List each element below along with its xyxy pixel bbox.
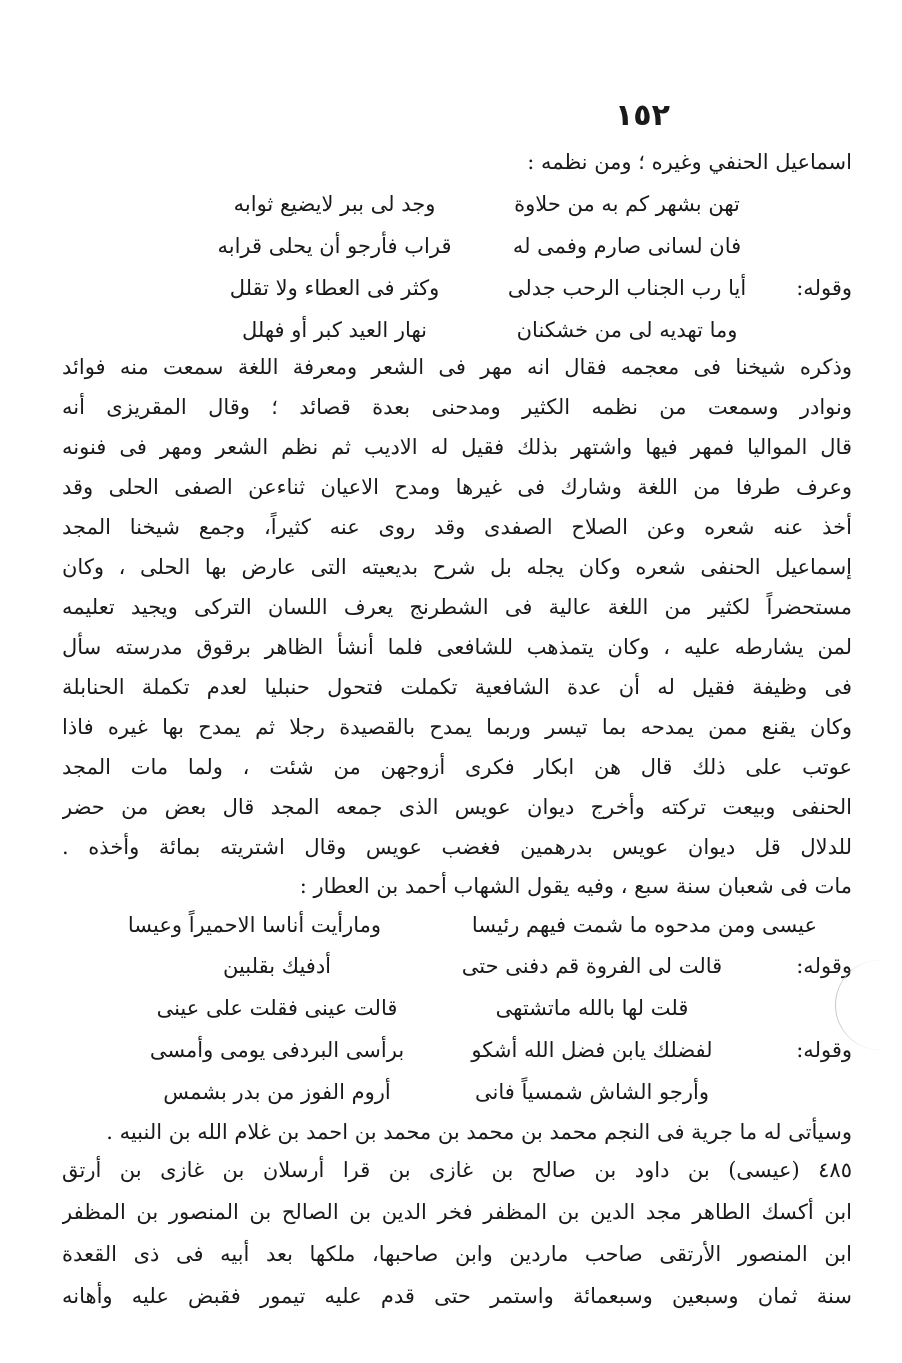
prose-line: للدلال قل ديوان عويس بدرهمين فغضب عويس وقال اشتريته بمائة وأخذه . (62, 835, 852, 859)
verse-row (62, 946, 852, 986)
prose-line: الحنفى وبيعت تركته وأخرج ديوان عويس الذى جمعه المجد قال بعض من حضر (62, 795, 852, 819)
verse-row (92, 184, 852, 224)
verse-second-hemistich: قالت عينى فقلت على عينى (156, 996, 398, 1020)
verse-first-hemistich: لفضلك يابن فضل الله أشكو (471, 1038, 713, 1062)
page-number: ١٥٢ (615, 98, 670, 133)
verse-row (62, 1030, 852, 1070)
prose-line: وذكره شيخنا فى معجمه فقال انه مهر فى الشعر ومعرفة اللغة سمعت منه فوائد (62, 355, 852, 379)
verse-lead: وقوله: (796, 276, 852, 300)
verse-second-hemistich: برأسى البردفى يومى وأمسى (149, 1038, 405, 1062)
verse-second-hemistich: وجد لى ببر لايضيع ثوابه (233, 192, 436, 216)
verse-first-hemistich: تهن بشهر كم به من حلاوة (514, 192, 740, 216)
intro-line: اسماعيل الحنفي وغيره ؛ ومن نظمه : (527, 150, 852, 174)
verse-lead: وقوله: (796, 954, 852, 978)
prose-line: ونوادر وسمعت من نظمه الكثير ومدحنى بعدة قصائد ؛ وقال المقريزى أنه (62, 395, 852, 419)
verse-first-hemistich: وأرجو الشاش شمسياً فانى (475, 1080, 709, 1104)
verse-first-hemistich: قالت لى الفروة قم دفنى حتى (461, 954, 723, 978)
verse-first-hemistich: أيا رب الجناب الرحب جدلى (507, 276, 747, 300)
prose-line: وكان يقنع ممن يمدحه بما تيسر وربما يمدح بالقصيدة رجلا ثم يمدح بها غيره فاذا (62, 715, 852, 739)
prose-line: وسيأتى له ما جرية فى النجم محمد بن محمد بن محمد بن احمد بن غلام الله بن النبيه . (106, 1120, 852, 1144)
verse-lead: وقوله: (796, 1038, 852, 1062)
prose-line: فى وظيفة فقيل له أن عدة الشافعية تكملت فتحول حنبليا لعدم تكملة الحنابلة (62, 675, 852, 699)
prose-line: إسماعيل الحنفى شعره وكان يجله بل شرح بديعيته التى عارض بها الحلى ، وكان (62, 555, 852, 579)
verse-first-hemistich: قلت لها بالله ماتشتهى (495, 996, 689, 1020)
prose-line: عوتب على ذلك قال هن ابكار فكرى أزوجهن من شئت ، ولما مات المجد (62, 755, 852, 779)
verse-first-hemistich: عيسى ومن مدحوه ما شمت فيهم رئيسا (471, 913, 818, 937)
verse-first-hemistich: فان لسانى صارم وفمى له (512, 234, 742, 258)
prose-line: أخذ عنه شعره وعن الصلاح الصفدى وقد روى عنه كثيراً، وجمع شيخنا المجد (62, 515, 852, 539)
prose-line: قال المواليا فمهر فيها واشتهر بذلك فقيل له الاديب ثم نظم الشعر ومهر فى فنونه (62, 435, 852, 459)
verse-row (62, 988, 852, 1028)
entry-line: ابن المنصور الأرتقى صاحب ماردين وابن صاحبها، ملكها بعد أبيه فى ذى القعدة (62, 1242, 852, 1266)
verse-row (62, 905, 852, 945)
prose-line: لمن يشارطه عليه ، وكان يتمذهب للشافعى فلما أنشأ الظاهر برقوق مدرسته سأل (62, 635, 852, 659)
verse-row (92, 268, 852, 308)
entry-line: ابن أكسك الطاهر مجد الدين بن المظفر فخر الدين بن الصالح بن المنصور بن المظفر (62, 1200, 852, 1224)
verse-second-hemistich: قراب فأرجو أن يحلى قرابه (217, 234, 452, 258)
verse-second-hemistich: وكثر فى العطاء ولا تقلل (229, 276, 440, 300)
verse-first-hemistich: وما تهديه لى من خشكنان (516, 318, 738, 342)
entry-line: ٤٨٥ (عيسى) بن داود بن صالح بن غازى بن قرا أرسلان بن غازى بن أرتق (62, 1158, 852, 1182)
verse-second-hemistich: ومارأيت أناسا الاحميراً وعيسا (127, 913, 382, 937)
entry-line: سنة ثمان وسبعين وسبعمائة واستمر حتى قدم عليه تيمور فقبض عليه وأهانه (62, 1284, 852, 1308)
verse-second-hemistich: أروم الفوز من بدر بشمس (163, 1080, 391, 1104)
verse-second-hemistich: أدفيك بقلبين (222, 954, 331, 978)
death-line: مات فى شعبان سنة سبع ، وفيه يقول الشهاب أحمد بن العطار : (299, 874, 852, 898)
prose-line: وعرف طرفا من اللغة وشارك فى غيرها ومدح الاعيان ثناءعن الصفى الحلى وقد (62, 475, 852, 499)
verse-second-hemistich: نهار العيد كبر أو فهلل (242, 318, 427, 342)
verse-row (92, 310, 852, 350)
verse-row (92, 226, 852, 266)
verse-row (62, 1072, 852, 1112)
prose-line: مستحضراً لكثير من اللغة عالية فى الشطرنج يعرف اللسان التركى ويجيد تعليمه (62, 595, 852, 619)
